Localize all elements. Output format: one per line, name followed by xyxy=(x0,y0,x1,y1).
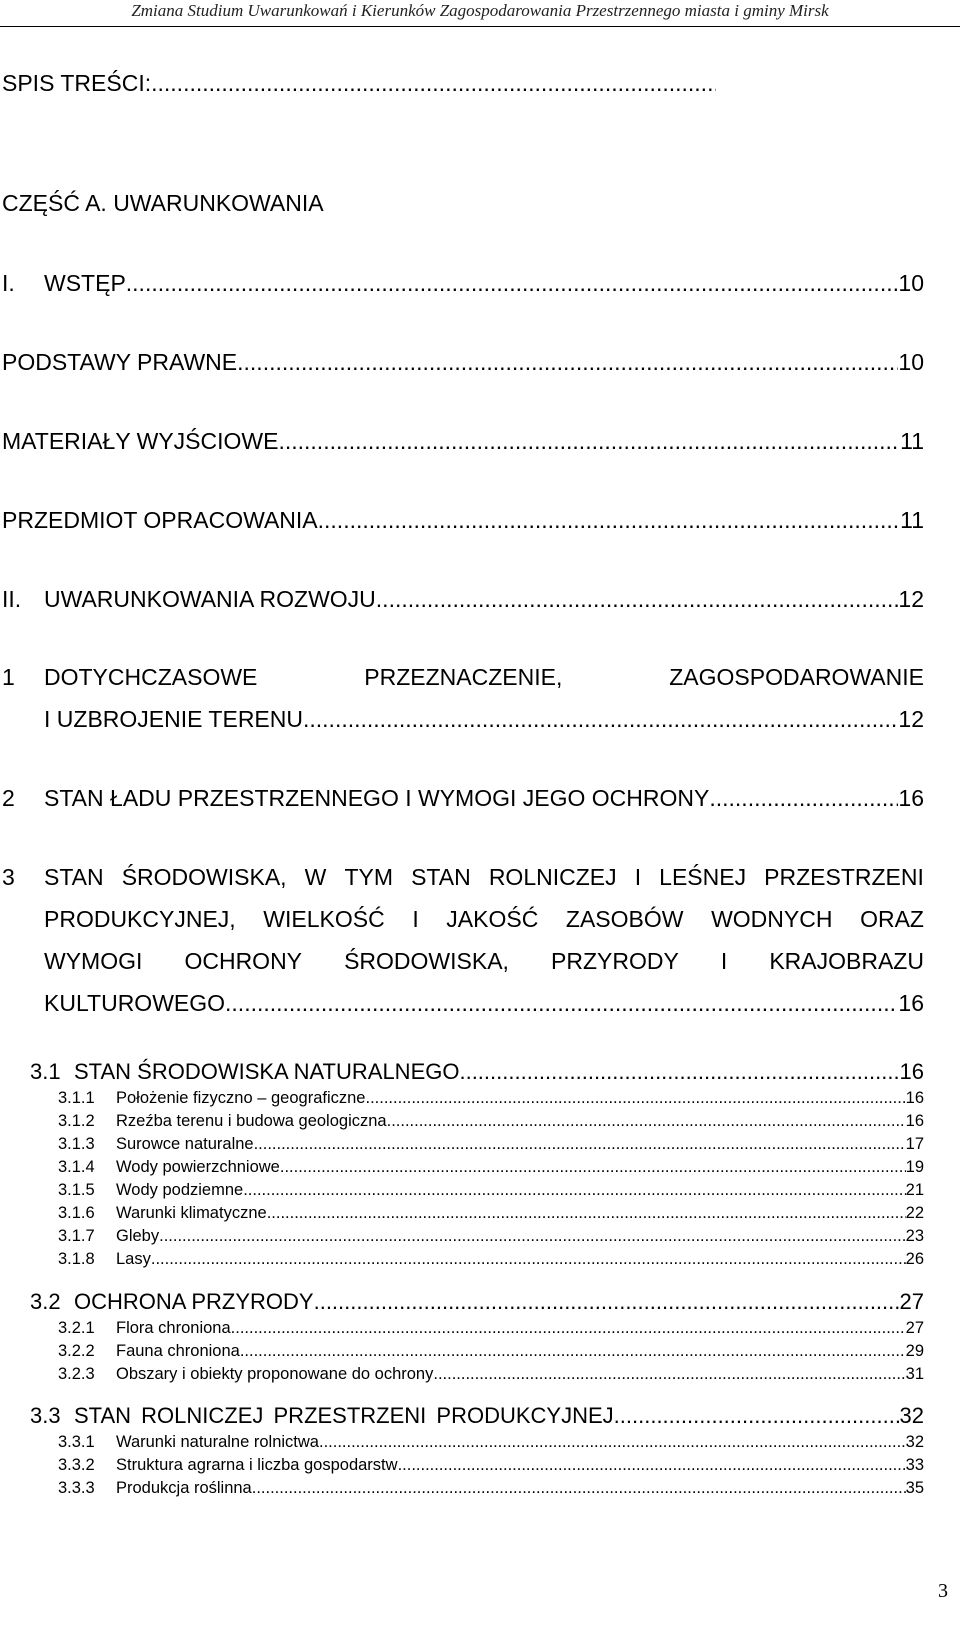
entry-number: 1 xyxy=(2,664,15,690)
entry-page: 21 xyxy=(905,1181,924,1199)
entry-word: STAN xyxy=(411,864,471,890)
dot-leader xyxy=(151,70,716,97)
entry-title: MATERIAŁY WYJŚCIOWE xyxy=(2,428,279,454)
entry-title: Produkcja roślinna xyxy=(116,1479,252,1497)
dot-leader xyxy=(614,1403,900,1429)
entry-page: 27 xyxy=(899,1289,924,1314)
toc-entry-przedmiot[interactable] xyxy=(2,507,924,534)
entry-number: 3.1.7 xyxy=(58,1227,95,1245)
entry-title: I UZBROJENIE TERENU xyxy=(44,706,303,732)
entry-title: Obszary i obiekty proponowane do ochrony xyxy=(116,1365,434,1383)
entry-title: STAN ROLNICZEJ PRZESTRZENI PRODUKCYJNEJ xyxy=(74,1403,614,1428)
entry-title: Położenie fizyczno – geograficzne xyxy=(116,1089,366,1107)
entry-number: 3.1.6 xyxy=(58,1204,95,1222)
toc-entry-s3-1[interactable] xyxy=(30,1059,924,1085)
entry-number: 3.3.2 xyxy=(58,1456,95,1474)
entry-title: STAN ŚRODOWISKA NATURALNEGO xyxy=(74,1059,460,1084)
dot-leader xyxy=(376,586,899,613)
entry-number: 3.1.3 xyxy=(58,1135,95,1153)
entry-number: 3.2.3 xyxy=(58,1365,95,1383)
toc-entry-s1-line2[interactable] xyxy=(44,706,924,733)
toc-entry-s3-1-5[interactable] xyxy=(58,1181,924,1200)
toc-entry-s3-1-4[interactable] xyxy=(58,1158,924,1177)
entry-title: KULTUROWEGO xyxy=(44,990,226,1016)
toc-entry-s3-1-2[interactable] xyxy=(58,1112,924,1131)
dot-leader xyxy=(303,706,898,733)
toc-entry-s3-line2[interactable] xyxy=(44,906,924,933)
dot-leader xyxy=(243,1181,905,1200)
entry-number: 3.3 xyxy=(30,1403,61,1428)
page-number: 3 xyxy=(938,1580,948,1602)
entry-number: 3.3.3 xyxy=(58,1479,95,1497)
toc-entry-s3-2-1[interactable] xyxy=(58,1319,924,1338)
entry-number: 3.1.1 xyxy=(58,1089,95,1107)
entry-title: Wody podziemne xyxy=(116,1181,244,1199)
dot-leader xyxy=(254,1135,906,1154)
dot-leader xyxy=(398,1456,906,1475)
toc-entry-s3-1-6[interactable] xyxy=(58,1204,924,1223)
dot-leader xyxy=(231,1319,906,1338)
entry-title: Warunki klimatyczne xyxy=(116,1204,267,1222)
entry-page: 31 xyxy=(905,1365,924,1383)
entry-word: WYMOGI xyxy=(44,948,143,974)
entry-page: 26 xyxy=(905,1250,924,1268)
entry-number: 3.3.1 xyxy=(58,1433,95,1451)
entry-title: UWARUNKOWANIA ROZWOJU xyxy=(44,586,376,612)
toc-entry-s3-3-3[interactable] xyxy=(58,1479,924,1498)
entry-word: I xyxy=(634,864,642,890)
entry-number: 3.1 xyxy=(30,1059,61,1084)
entry-number: 2 xyxy=(2,785,15,811)
entry-page: 16 xyxy=(905,1089,924,1107)
toc-entry-s3-1-7[interactable] xyxy=(58,1227,924,1246)
entry-word: TYM xyxy=(344,864,394,890)
dot-leader xyxy=(159,1227,906,1246)
dot-leader xyxy=(240,1342,906,1361)
entry-title: Wody powierzchniowe xyxy=(116,1158,280,1176)
entry-page: 35 xyxy=(905,1479,924,1497)
entry-page: 12 xyxy=(898,706,924,732)
part-heading: CZĘŚĆ A. UWARUNKOWANIA xyxy=(2,190,324,216)
dot-leader xyxy=(433,1365,905,1384)
entry-title: Flora chroniona xyxy=(116,1319,231,1337)
header-rule xyxy=(0,26,960,27)
running-header: Zmiana Studium Uwarunkowań i Kierunków Zagospodarowania Przestrzennego miasta i gminy Mirsk xyxy=(131,1,829,20)
toc-entry-s3-2[interactable] xyxy=(30,1289,924,1315)
entry-number: I. xyxy=(2,270,15,296)
entry-word: WIELKOŚĆ xyxy=(263,906,385,932)
entry-word: ŚRODOWISKA, xyxy=(344,948,509,974)
entry-page: 33 xyxy=(905,1456,924,1474)
entry-number: 3.1.8 xyxy=(58,1250,95,1268)
entry-page: 11 xyxy=(900,428,924,454)
toc-entry-s3-line4[interactable] xyxy=(44,990,924,1017)
entry-title: WSTĘP xyxy=(44,270,126,296)
entry-number: 3.2 xyxy=(30,1289,61,1314)
toc-entry-s3-3-1[interactable] xyxy=(58,1433,924,1452)
entry-page: 10 xyxy=(898,349,924,375)
dot-leader xyxy=(709,785,898,812)
toc-entry-s3-1-8[interactable] xyxy=(58,1250,924,1269)
toc-entry-s3-3[interactable] xyxy=(30,1403,924,1429)
entry-word: LEŚNEJ xyxy=(659,864,747,890)
entry-number: 3.1.2 xyxy=(58,1112,95,1130)
entry-word: PRZEZNACZENIE, xyxy=(364,664,563,690)
toc-entry-s1-line1[interactable] xyxy=(44,664,924,691)
entry-page: 11 xyxy=(900,507,924,533)
toc-entry-s3-line1[interactable] xyxy=(44,864,924,891)
toc-entry-s3-2-3[interactable] xyxy=(58,1365,924,1384)
entry-word: DOTYCHCZASOWE xyxy=(44,664,258,690)
dot-leader xyxy=(314,1289,900,1315)
entry-page: 16 xyxy=(898,785,924,811)
entry-title: OCHRONA PRZYRODY xyxy=(74,1289,314,1314)
entry-word: I xyxy=(412,906,419,932)
entry-title: Warunki naturalne rolnictwa xyxy=(116,1433,319,1451)
entry-word: PRZYRODY xyxy=(551,948,679,974)
entry-page: 32 xyxy=(899,1403,924,1428)
entry-word: WODNYCH xyxy=(711,906,833,932)
entry-number: 3.1.5 xyxy=(58,1181,95,1199)
entry-word: PRZESTRZENI xyxy=(764,864,924,890)
entry-title: STAN ŁADU PRZESTRZENNEGO I WYMOGI JEGO OCHRONY xyxy=(44,785,710,811)
toc-title-row xyxy=(2,70,922,97)
entry-word: PRODUKCYJNEJ, xyxy=(44,906,236,932)
entry-number: 3.2.1 xyxy=(58,1319,95,1337)
entry-page: 16 xyxy=(898,990,924,1016)
dot-leader xyxy=(280,1158,906,1177)
toc-entry-wstep[interactable] xyxy=(2,270,924,297)
entry-page: 10 xyxy=(898,270,924,296)
entry-page: 19 xyxy=(905,1158,924,1176)
toc-entry-uwarunkowania[interactable] xyxy=(2,586,924,613)
entry-title: Gleby xyxy=(116,1227,160,1245)
dot-leader xyxy=(225,990,898,1017)
entry-number: II. xyxy=(2,586,22,612)
entry-title: Struktura agrarna i liczba gospodarstw xyxy=(116,1456,398,1474)
dot-leader xyxy=(318,507,900,534)
dot-leader xyxy=(459,1059,899,1085)
entry-word: I xyxy=(720,948,728,974)
entry-title: PODSTAWY PRAWNE xyxy=(2,349,238,375)
entry-number: 3.1.4 xyxy=(58,1158,95,1176)
entry-word: ROLNICZEJ xyxy=(488,864,617,890)
entry-word: ORAZ xyxy=(860,906,924,932)
entry-page: 22 xyxy=(905,1204,924,1222)
entry-title: Lasy xyxy=(116,1250,151,1268)
dot-leader xyxy=(365,1089,905,1108)
entry-number: 3 xyxy=(2,864,15,890)
entry-word: JAKOŚĆ xyxy=(446,906,539,932)
entry-word: OCHRONY xyxy=(184,948,303,974)
entry-page: 29 xyxy=(905,1342,924,1360)
entry-page: 32 xyxy=(905,1433,924,1451)
entry-word: ŚRODOWISKA, xyxy=(121,864,287,890)
dot-leader xyxy=(126,270,899,297)
dot-leader xyxy=(252,1479,906,1498)
entry-word: ZAGOSPODAROWANIE xyxy=(669,664,924,690)
toc-entry-s2[interactable] xyxy=(2,785,924,812)
entry-page: 16 xyxy=(905,1112,924,1130)
dot-leader xyxy=(278,428,900,455)
toc-entry-podstawy[interactable] xyxy=(2,349,924,376)
entry-page: 16 xyxy=(899,1059,924,1084)
entry-page: 23 xyxy=(905,1227,924,1245)
toc-entry-s3-line3[interactable] xyxy=(44,948,924,975)
dot-leader xyxy=(387,1112,906,1131)
entry-word: STAN xyxy=(44,864,104,890)
entry-title: Surowce naturalne xyxy=(116,1135,254,1153)
dot-leader xyxy=(319,1433,906,1452)
toc-entry-materialy[interactable] xyxy=(2,428,924,455)
dot-leader xyxy=(267,1204,906,1223)
toc-title: SPIS TREŚCI: xyxy=(2,70,152,96)
toc-entry-s3-1-1[interactable] xyxy=(58,1089,924,1108)
entry-number: 3.2.2 xyxy=(58,1342,95,1360)
toc-entry-s3-3-2[interactable] xyxy=(58,1456,924,1475)
entry-page: 27 xyxy=(905,1319,924,1337)
toc-entry-s3-2-2[interactable] xyxy=(58,1342,924,1361)
entry-page: 12 xyxy=(898,586,924,612)
entry-title: Rzeźba terenu i budowa geologiczna xyxy=(116,1112,387,1130)
toc-entry-s3-1-3[interactable] xyxy=(58,1135,924,1154)
entry-word: KRAJOBRAZU xyxy=(769,948,924,974)
entry-title: PRZEDMIOT OPRACOWANIA xyxy=(2,507,318,533)
entry-page: 17 xyxy=(905,1135,924,1153)
entry-title: Fauna chroniona xyxy=(116,1342,240,1360)
entry-word: W xyxy=(304,864,327,890)
dot-leader xyxy=(237,349,898,376)
dot-leader xyxy=(151,1250,906,1269)
entry-word: ZASOBÓW xyxy=(565,906,684,932)
